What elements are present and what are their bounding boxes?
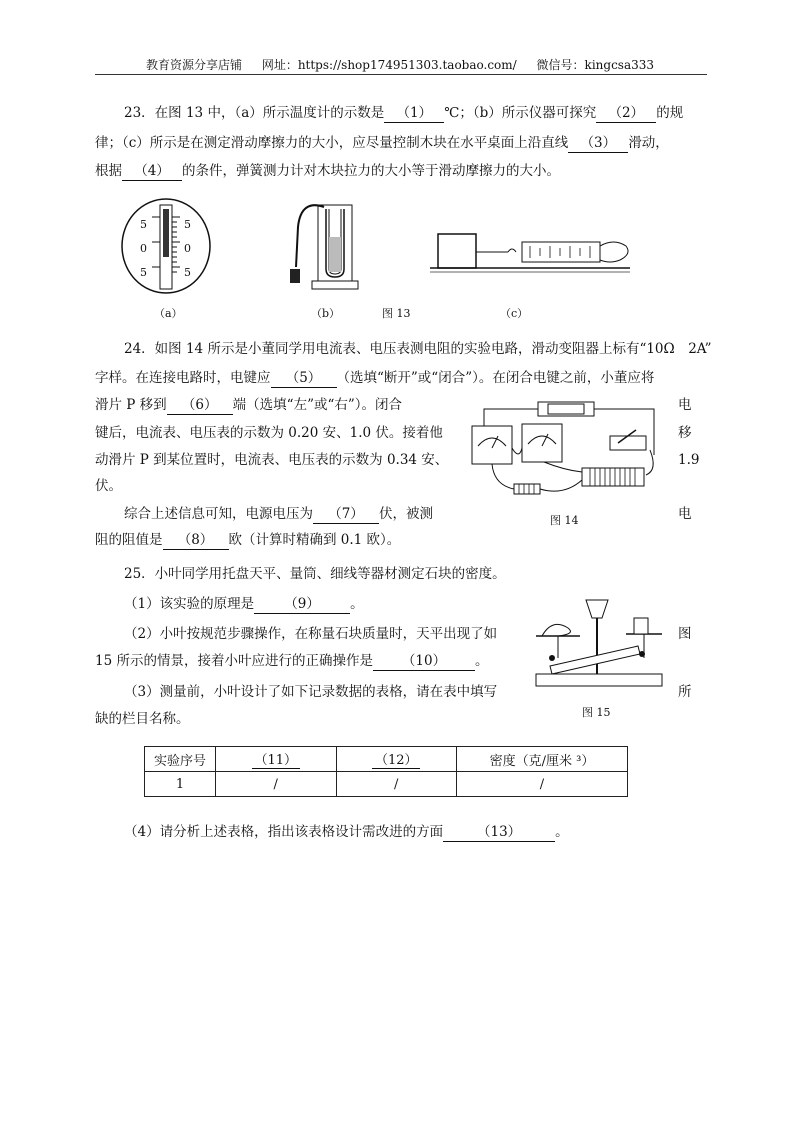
page-header xyxy=(95,56,705,73)
table-header: 实验序号 xyxy=(145,747,216,772)
q24-text: 阻的阻值是 xyxy=(95,532,163,548)
blank-13: （13） xyxy=(443,823,555,842)
q23-line-3 xyxy=(95,162,560,181)
header-divider xyxy=(95,74,707,75)
q23-text: 根据 xyxy=(95,163,122,179)
q23-text: 律；（c）所示是在测定滑动摩擦力的大小，应尽量控制木块在水平桌面上沿直线 xyxy=(95,135,569,151)
blank-10: （10） xyxy=(373,652,475,671)
blank-11: （11） xyxy=(252,749,300,769)
caption-c: （c） xyxy=(500,307,529,320)
caption-b: （b） xyxy=(311,307,341,320)
therm-label: 5 xyxy=(184,218,191,231)
header-url: 网址：https://shop174951303.taobao.com/ xyxy=(261,58,517,72)
q24-right-3: 1.9 xyxy=(678,452,700,468)
header-shop: 教育资源分享店铺 xyxy=(145,58,242,72)
q23-text: 滑动， xyxy=(628,135,669,151)
q24-line-5: 动滑片 P 到某位置时，电流表、电压表的示数为 0.34 安、 xyxy=(95,452,449,468)
fig15-caption: 图 15 xyxy=(582,706,611,719)
q25-right-1: 图 xyxy=(678,626,692,642)
q25-text: 。 xyxy=(350,596,364,612)
table-header: 密度（克/厘米 ³） xyxy=(457,747,628,772)
blank-12: （12） xyxy=(372,749,420,769)
blank-3: （3） xyxy=(568,134,628,153)
therm-label: 5 xyxy=(140,266,147,279)
table-header xyxy=(216,747,337,772)
q25-line-7 xyxy=(124,823,569,842)
table-cell: / xyxy=(216,772,337,797)
q25-line-5: （3）测量前，小叶设计了如下记录数据的表格，请在表中填写 xyxy=(124,684,498,700)
thermometer-figure xyxy=(120,197,212,295)
q24-line-7 xyxy=(124,505,433,524)
q25-text: 15 所示的情景，接着小叶应进行的正确操作是 xyxy=(95,653,373,669)
q25-line-6: 缺的栏目名称。 xyxy=(95,711,190,727)
q24-line-4: 键后，电流表、电压表的示数为 0.20 安、1.0 伏。接着他 xyxy=(95,425,443,441)
table-cell: 1 xyxy=(145,772,216,797)
q24-text: （选填“断开”或“闭合”）。在闭合电键之前，小董应将 xyxy=(336,370,655,386)
u-tube-figure xyxy=(280,197,360,297)
q23-text: 的条件，弹簧测力计对木块拉力的大小等于滑动摩擦力的大小。 xyxy=(182,163,560,179)
q24-line-2 xyxy=(95,369,654,388)
q23-line-2 xyxy=(95,134,669,153)
q24-line-8 xyxy=(95,531,400,550)
blank-7: （7） xyxy=(313,505,379,524)
friction-figure xyxy=(430,224,640,284)
q25-text: （1）该实验的原理是 xyxy=(124,596,255,612)
q23-text: ℃；（b）所示仪器可探究 xyxy=(444,105,597,121)
q24-text: 伏，被测 xyxy=(379,506,433,522)
table-cell: / xyxy=(457,772,628,797)
blank-6: （6） xyxy=(167,396,233,415)
fig13-caption: 图 13 xyxy=(382,307,411,320)
q25-text: 。 xyxy=(474,653,489,669)
q24-text: 欧（计算时精确到 0.1 欧）。 xyxy=(228,532,401,548)
q23-text: 的规 xyxy=(656,105,684,121)
q25-right-2: 所 xyxy=(678,684,692,700)
blank-5: （5） xyxy=(271,369,337,388)
q24-text: 综合上述信息可知，电源电压为 xyxy=(124,506,313,522)
q25-line-1: 25．小叶同学用托盘天平、量筒、细线等器材测定石块的密度。 xyxy=(124,566,506,582)
blank-8: （8） xyxy=(163,531,229,550)
fig14-caption: 图 14 xyxy=(550,514,579,527)
q24-text: 字样。在连接电路时，电键应 xyxy=(95,370,271,386)
circuit-figure xyxy=(464,400,662,505)
q25-text: 。 xyxy=(555,824,569,840)
q24-line-6: 伏。 xyxy=(95,478,122,494)
q23-text: 23．在图 13 中，（a）所示温度计的示数是 xyxy=(124,105,385,121)
balance-figure xyxy=(528,596,668,692)
q23-line-1 xyxy=(124,104,683,123)
q24-right-2: 移 xyxy=(678,425,692,441)
therm-label: 0 xyxy=(184,242,191,255)
blank-4: （4） xyxy=(122,162,182,181)
caption-a: （a） xyxy=(154,307,183,320)
table-header-row xyxy=(145,747,628,772)
q25-line-3: （2）小叶按规范步骤操作，在称量石块质量时，天平出现了如 xyxy=(124,626,498,642)
q24-right-4: 电 xyxy=(678,506,692,522)
q24-text: 端（选填“左”或“右”）。闭合 xyxy=(232,397,403,413)
q25-line-4 xyxy=(95,652,488,671)
q24-text: 滑片 P 移到 xyxy=(95,397,167,413)
q24-line-3 xyxy=(95,396,402,415)
table-row xyxy=(145,772,628,797)
table-cell: / xyxy=(336,772,457,797)
blank-9: （9） xyxy=(254,595,350,614)
therm-label: 0 xyxy=(140,242,147,255)
q25-line-2 xyxy=(124,595,364,614)
therm-label: 5 xyxy=(184,266,191,279)
data-table xyxy=(144,746,628,797)
q24-line-1: 24．如图 14 所示是小董同学用电流表、电压表测电阻的实验电路，滑动变阻器上标有“10Ω 2A” xyxy=(124,341,712,357)
q25-text: （4）请分析上述表格，指出该表格设计需改进的方面 xyxy=(124,824,444,840)
blank-2: （2） xyxy=(596,104,656,123)
table-header xyxy=(336,747,457,772)
header-wechat: 微信号：kingcsa333 xyxy=(536,58,655,72)
therm-label: 5 xyxy=(140,218,147,231)
blank-1: （1） xyxy=(384,104,444,123)
q24-right-1: 电 xyxy=(678,397,692,413)
